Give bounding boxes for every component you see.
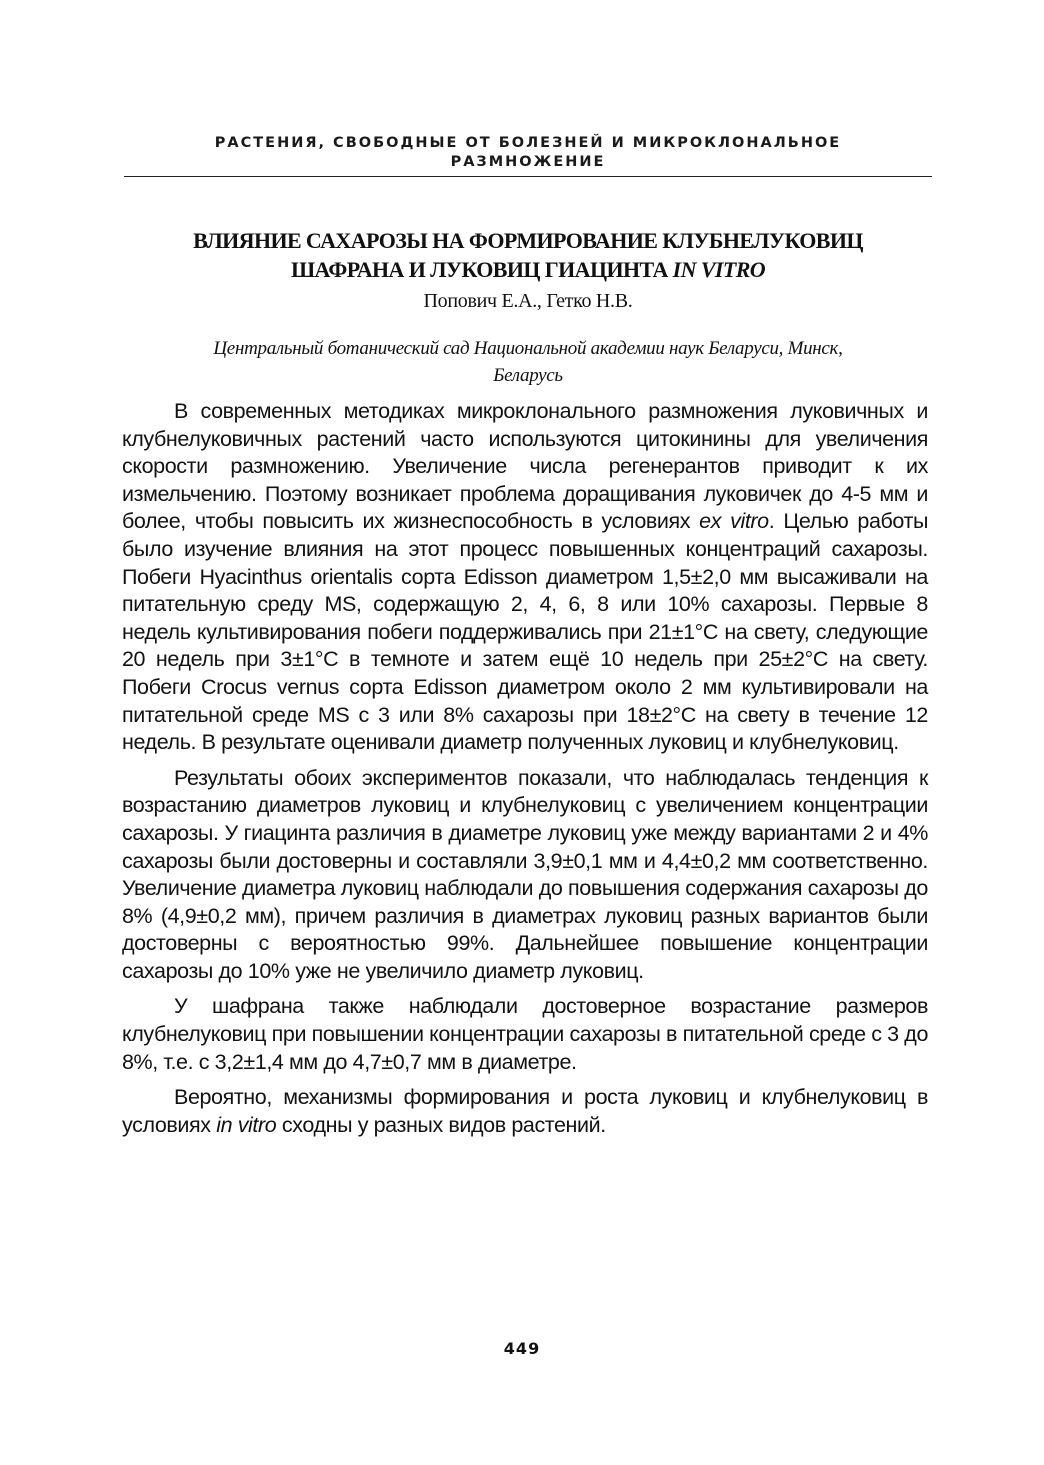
article-title-line-2 [120,255,936,284]
body-paragraph-2: Результаты обоих экспериментов показали, что наблюдалась тенденция к возрастанию диаметров луковиц и клубнелуковиц с увеличением концентрации сахарозы. У гиацинта различия в диаметре луковиц уже между вариантами 2 и 4% сахарозы были достоверны и составляли 3,9±0,1 мм и 4,4±0,2 мм соответственно. Увеличение диаметра луковиц наблюдали до повышения содержания сахарозы до 8% (4,9±0,2 мм), причем различия в диаметрах луковиц разных вариантов были достоверны с вероятностью 99%. Дальнейшее повышение концентрации сахарозы до 10% уже не увеличило диаметр луковиц. [122,765,928,983]
body-paragraph-4-italic: in vitro [216,1112,277,1137]
running-header [124,134,932,172]
body-paragraph-4-part-b: сходны у разных видов растений. [276,1112,606,1137]
body-paragraph-3: У шафрана также наблюдали достоверное возрастание размеров клубнелуковиц при повышении концентрации сахарозы в питательной среде с 3 до 8%, т.е. с 3,2±1,4 мм до 4,7±0,7 мм в диаметре. [122,994,928,1074]
running-header-line-1: РАСТЕНИЯ, СВОБОДНЫЕ ОТ БОЛЕЗНЕЙ И МИКРОКЛОНАЛЬНОЕ [214,135,842,151]
article-title-in-vitro: IN VITRO [672,257,766,282]
affiliation-line-1: Центральный ботанический сад Национальной академии наук Беларуси, Минск, [213,338,843,359]
article-authors: Попович Е.А., Гетко Н.В. [423,290,633,312]
article-title-line-1: ВЛИЯНИЕ САХАРОЗЫ НА ФОРМИРОВАНИЕ КЛУБНЕЛУКОВИЦ [193,228,863,253]
article-affiliation [120,335,936,389]
affiliation-line-2: Беларусь [493,365,563,386]
article-title [120,226,936,284]
article-title-line-2-text: ШАФРАНА И ЛУКОВИЦ ГИАЦИНТА [290,257,673,282]
body-paragraph-1-italic: ex vitro [699,509,769,534]
body-paragraph-1-part-a: В современных методиках микроклонального размножения луковичных и клубнелуковичных растений часто используются цитокинины для увеличения скорости размножению. Увеличение числа регенерантов приводит к их измельчению. Поэтому возникает проблема доращивания луковичек до 4-5 мм и более, чтобы повысить их жизнеспособность в условиях [122,399,928,534]
running-header-line-2: РАЗМНОЖЕНИЕ [450,154,606,170]
body-paragraph-4 [122,1084,928,1139]
header-divider [124,176,932,177]
body-paragraph-1-part-b: . Целью работы было изучение влияния на этот процесс повышенных концентраций сахарозы. Побеги Hyacinthus orientalis сорта Edisson диаметром 1,5±2,0 мм высаживали на питательную среду MS, содержащую 2, 4, 6, 8 или 10% сахарозы. Первые 8 недель культивирования побеги поддерживались при 21±1°С на свету, следующие 20 недель при 3±1°С в темноте и затем ещё 10 недель при 25±2°С на свету. Побеги Crocus vernus сорта Edisson диаметром около 2 мм культивировали на питательной среде MS с 3 или 8% сахарозы при 18±2°С на свету в течение 12 недель. В результате оценивали диаметр полученных луковиц и клубнелуковиц. [122,509,928,755]
article-body [122,398,928,1147]
page-number: 449 [503,1339,541,1358]
body-paragraph-4-part-a: Вероятно, механизмы формирования и роста луковиц и клубнелуковиц в условиях [122,1085,928,1137]
body-paragraph-1 [122,398,928,757]
